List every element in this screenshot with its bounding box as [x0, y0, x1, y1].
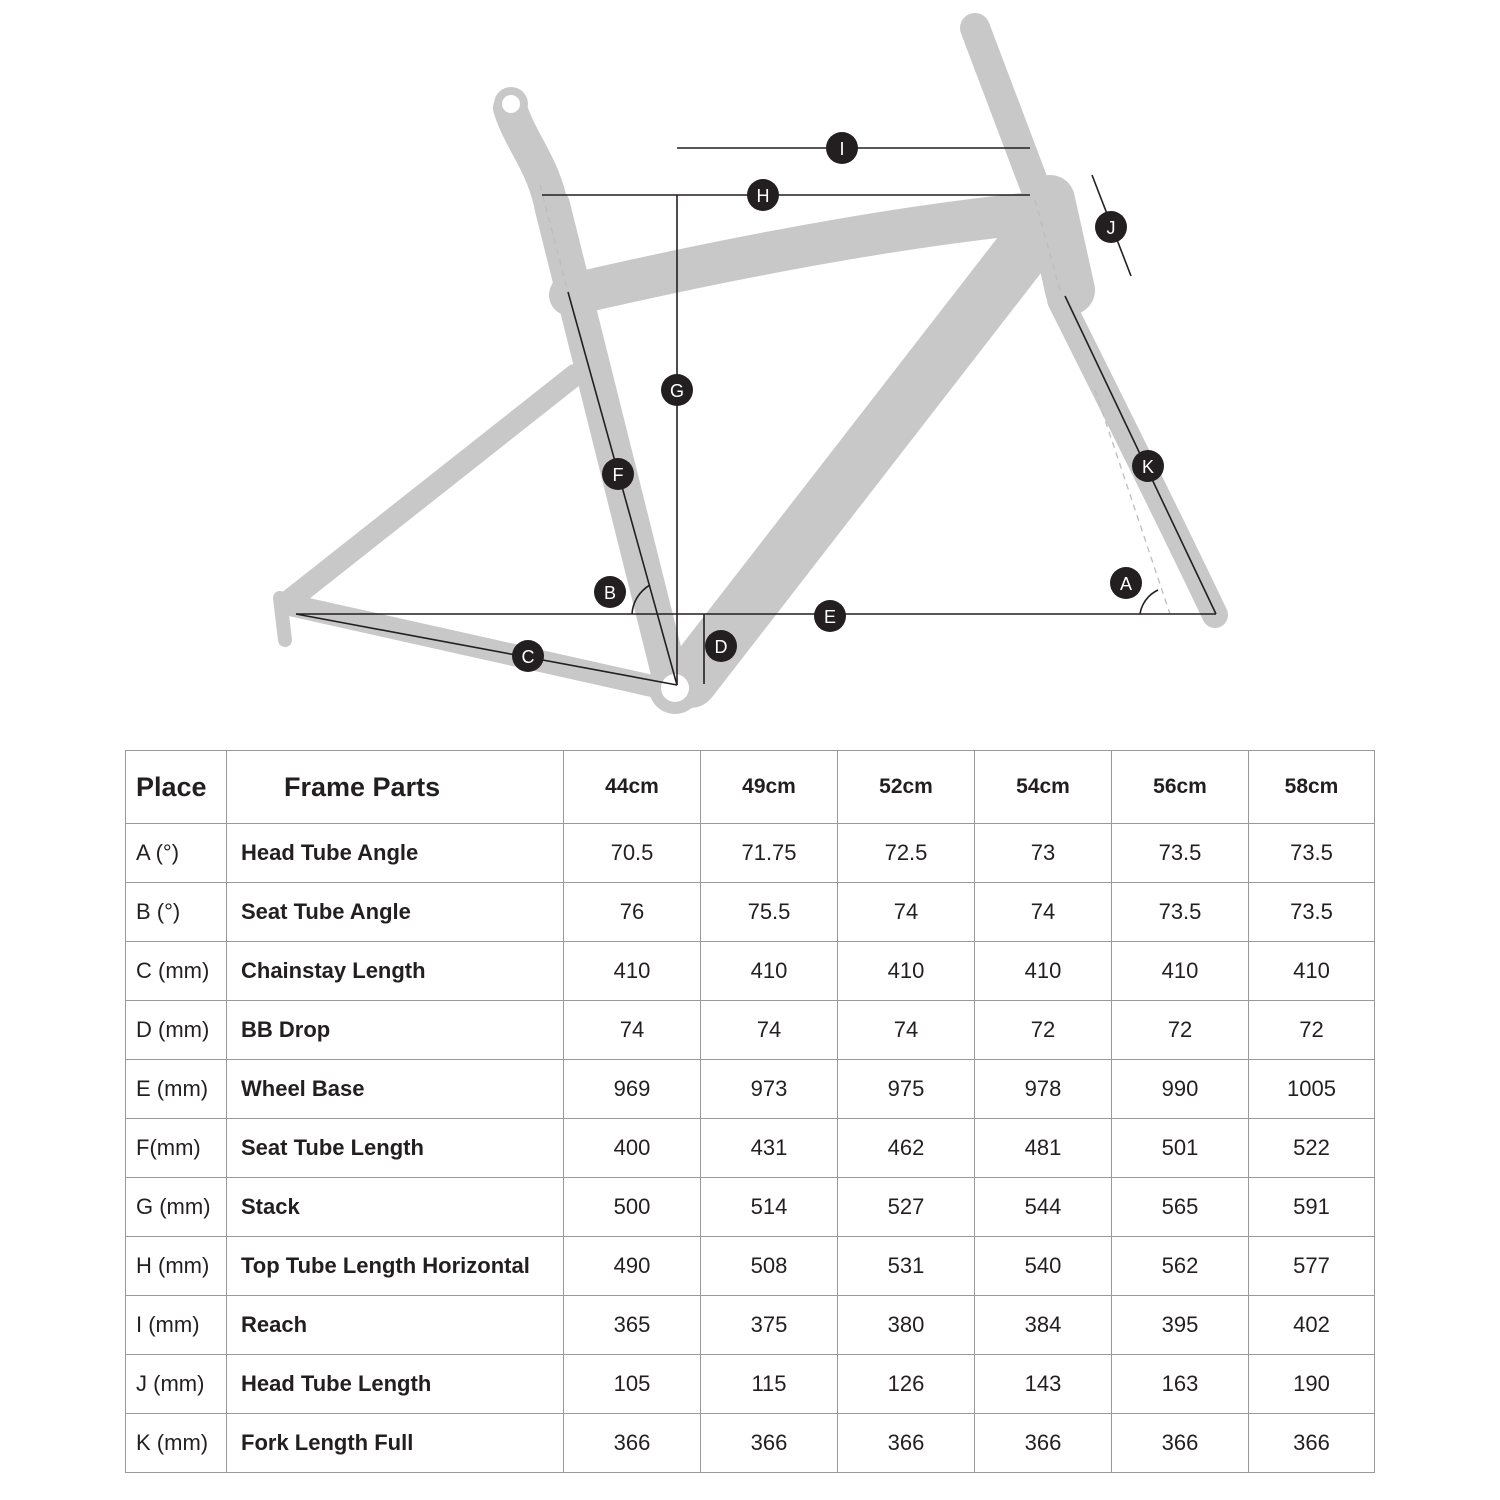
marker-label: C	[521, 647, 535, 667]
cell-value: 462	[838, 1119, 975, 1178]
cell-value: 431	[701, 1119, 838, 1178]
cell-value: 73.5	[1112, 824, 1249, 883]
header-size: 52cm	[838, 751, 975, 824]
cell-place: J (mm)	[126, 1355, 227, 1414]
cell-value: 410	[838, 942, 975, 1001]
marker-C	[512, 640, 544, 672]
marker-label: B	[603, 583, 617, 603]
cell-value: 591	[1249, 1178, 1375, 1237]
cell-value: 527	[838, 1178, 975, 1237]
cell-value: 74	[838, 1001, 975, 1060]
header-size: 58cm	[1249, 751, 1375, 824]
cell-value: 366	[1249, 1414, 1375, 1473]
table-row	[126, 1355, 1375, 1414]
marker-I	[826, 132, 858, 164]
cell-frame-part: Head Tube Angle	[227, 824, 564, 883]
cell-value: 74	[564, 1001, 701, 1060]
marker-J	[1095, 211, 1127, 243]
cell-value: 978	[975, 1060, 1112, 1119]
cell-place: B (°)	[126, 883, 227, 942]
geometry-table	[125, 750, 1375, 1473]
cell-value: 126	[838, 1355, 975, 1414]
cell-value: 522	[1249, 1119, 1375, 1178]
cell-place: C (mm)	[126, 942, 227, 1001]
table-row	[126, 1178, 1375, 1237]
cell-value: 565	[1112, 1178, 1249, 1237]
cell-value: 500	[564, 1178, 701, 1237]
marker-A	[1110, 567, 1142, 599]
cell-place: G (mm)	[126, 1178, 227, 1237]
marker-label: K	[1141, 457, 1155, 477]
chainstay-line	[296, 614, 677, 685]
table-row	[126, 883, 1375, 942]
cell-value: 366	[564, 1414, 701, 1473]
cell-value: 74	[701, 1001, 838, 1060]
cell-value: 973	[701, 1060, 838, 1119]
cell-value: 75.5	[701, 883, 838, 942]
cell-value: 73	[975, 824, 1112, 883]
seat-stay	[290, 375, 575, 600]
cell-value: 402	[1249, 1296, 1375, 1355]
cell-value: 384	[975, 1296, 1112, 1355]
rear-dropout	[280, 598, 285, 640]
table-row	[126, 942, 1375, 1001]
cell-value: 366	[701, 1414, 838, 1473]
cell-value: 562	[1112, 1237, 1249, 1296]
cell-frame-part: Head Tube Length	[227, 1355, 564, 1414]
table-row	[126, 1237, 1375, 1296]
cell-value: 975	[838, 1060, 975, 1119]
marker-D	[705, 630, 737, 662]
cell-place: H (mm)	[126, 1237, 227, 1296]
cell-value: 410	[564, 942, 701, 1001]
cell-value: 380	[838, 1296, 975, 1355]
cell-place: K (mm)	[126, 1414, 227, 1473]
stem-steerer	[975, 28, 1040, 200]
cell-place: A (°)	[126, 824, 227, 883]
cell-value: 366	[1112, 1414, 1249, 1473]
cell-frame-part: Top Tube Length Horizontal	[227, 1237, 564, 1296]
marker-label: H	[756, 186, 770, 206]
marker-label: E	[823, 607, 837, 627]
cell-value: 74	[975, 883, 1112, 942]
cell-value: 73.5	[1249, 824, 1375, 883]
cell-value: 410	[1249, 942, 1375, 1001]
cell-value: 366	[838, 1414, 975, 1473]
cell-value: 115	[701, 1355, 838, 1414]
table-row	[126, 1414, 1375, 1473]
marker-label: F	[612, 465, 624, 485]
cell-value: 71.75	[701, 824, 838, 883]
cell-value: 395	[1112, 1296, 1249, 1355]
cell-value: 514	[701, 1178, 838, 1237]
cell-place: E (mm)	[126, 1060, 227, 1119]
cell-value: 74	[838, 883, 975, 942]
frame-geometry-diagram	[0, 0, 1500, 740]
cell-value: 73.5	[1112, 883, 1249, 942]
cell-frame-part: Seat Tube Length	[227, 1119, 564, 1178]
cell-value: 366	[975, 1414, 1112, 1473]
cell-value: 490	[564, 1237, 701, 1296]
marker-H	[747, 179, 779, 211]
header-place: Place	[126, 751, 227, 824]
cell-value: 501	[1112, 1119, 1249, 1178]
cell-value: 990	[1112, 1060, 1249, 1119]
cell-value: 190	[1249, 1355, 1375, 1414]
cell-value: 73.5	[1249, 883, 1375, 942]
cell-value: 544	[975, 1178, 1112, 1237]
cell-frame-part: Seat Tube Angle	[227, 883, 564, 942]
header-size: 44cm	[564, 751, 701, 824]
cell-value: 577	[1249, 1237, 1375, 1296]
cell-value: 1005	[1249, 1060, 1375, 1119]
cell-value: 72.5	[838, 824, 975, 883]
header-frame-parts: Frame Parts	[227, 751, 564, 824]
seatpost-mast	[510, 108, 550, 200]
marker-F	[602, 458, 634, 490]
frame-silhouette	[280, 28, 1215, 714]
head-angle-arc	[1140, 590, 1158, 614]
marker-label: I	[839, 139, 845, 159]
cell-value: 76	[564, 883, 701, 942]
cell-value: 540	[975, 1237, 1112, 1296]
cell-frame-part: BB Drop	[227, 1001, 564, 1060]
cell-value: 365	[564, 1296, 701, 1355]
head-tube	[1050, 200, 1070, 290]
cell-value: 143	[975, 1355, 1112, 1414]
cell-value: 410	[701, 942, 838, 1001]
header-size: 56cm	[1112, 751, 1249, 824]
cell-value: 531	[838, 1237, 975, 1296]
header-size: 49cm	[701, 751, 838, 824]
cell-frame-part: Fork Length Full	[227, 1414, 564, 1473]
cell-value: 969	[564, 1060, 701, 1119]
table-header	[126, 751, 1375, 824]
cell-frame-part: Wheel Base	[227, 1060, 564, 1119]
table-row	[126, 1001, 1375, 1060]
marker-B	[594, 576, 626, 608]
table-row	[126, 1060, 1375, 1119]
cell-place: F(mm)	[126, 1119, 227, 1178]
cell-frame-part: Chainstay Length	[227, 942, 564, 1001]
cell-value: 72	[1249, 1001, 1375, 1060]
marker-G	[661, 374, 693, 406]
cell-value: 70.5	[564, 824, 701, 883]
cell-value: 508	[701, 1237, 838, 1296]
table-row	[126, 824, 1375, 883]
cell-frame-part: Reach	[227, 1296, 564, 1355]
cell-frame-part: Stack	[227, 1178, 564, 1237]
cell-value: 400	[564, 1119, 701, 1178]
marker-label: J	[1106, 218, 1116, 238]
cell-value: 72	[1112, 1001, 1249, 1060]
cell-value: 410	[975, 942, 1112, 1001]
cell-place: I (mm)	[126, 1296, 227, 1355]
marker-label: A	[1119, 574, 1133, 594]
cell-value: 72	[975, 1001, 1112, 1060]
header-size: 54cm	[975, 751, 1112, 824]
table-body	[126, 824, 1375, 1473]
cell-value: 375	[701, 1296, 838, 1355]
table-row	[126, 1296, 1375, 1355]
header-row	[126, 751, 1375, 824]
table-row	[126, 1119, 1375, 1178]
cell-value: 410	[1112, 942, 1249, 1001]
cell-value: 105	[564, 1355, 701, 1414]
marker-E	[814, 600, 846, 632]
marker-K	[1132, 450, 1164, 482]
marker-label: G	[669, 381, 685, 401]
marker-label: D	[714, 637, 728, 657]
cell-place: D (mm)	[126, 1001, 227, 1060]
cell-value: 481	[975, 1119, 1112, 1178]
cell-value: 163	[1112, 1355, 1249, 1414]
